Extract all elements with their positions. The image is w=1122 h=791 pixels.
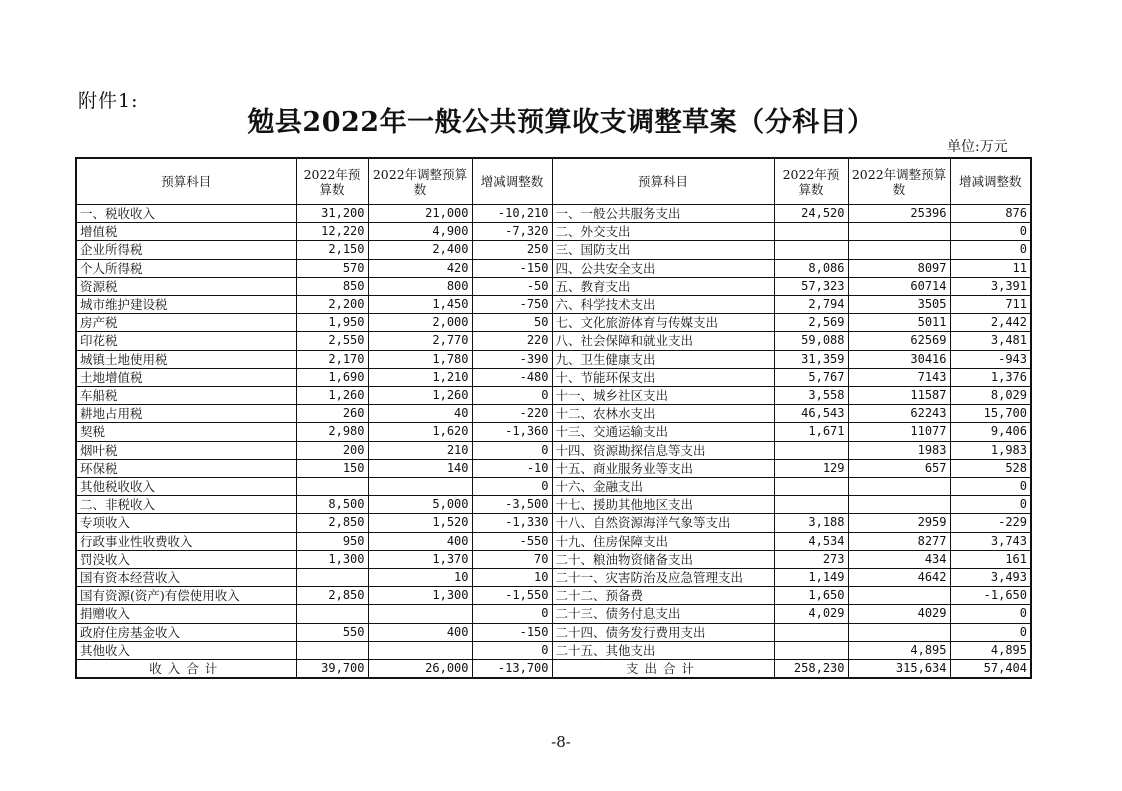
- income-adjusted-cell: 400: [368, 623, 472, 641]
- table-row: [76, 296, 1031, 314]
- income-budget-cell: [296, 641, 368, 659]
- expense-adjusted-cell: 3505: [848, 296, 950, 314]
- expense-subject-cell: 七、文化旅游体育与传媒支出: [552, 314, 774, 332]
- income-subject-cell: 个人所得税: [76, 259, 296, 277]
- expense-subject-cell: 十二、农林水支出: [552, 405, 774, 423]
- header-income-subject: 预算科目: [76, 158, 296, 205]
- income-change-cell: 0: [472, 478, 552, 496]
- income-adjusted-cell: 1,520: [368, 514, 472, 532]
- income-budget-cell: 2,850: [296, 514, 368, 532]
- income-budget-cell: 150: [296, 459, 368, 477]
- table-row: [76, 587, 1031, 605]
- income-total-adjusted: 26,000: [368, 660, 472, 679]
- expense-budget-cell: 129: [774, 459, 848, 477]
- expense-change-cell: 0: [950, 496, 1031, 514]
- table-row: [76, 241, 1031, 259]
- expense-budget-cell: 1,671: [774, 423, 848, 441]
- expense-adjusted-cell: 657: [848, 459, 950, 477]
- table-row: [76, 514, 1031, 532]
- expense-adjusted-cell: 60714: [848, 277, 950, 295]
- income-budget-cell: 850: [296, 277, 368, 295]
- income-change-cell: -1,360: [472, 423, 552, 441]
- expense-subject-cell: 二十一、灾害防治及应急管理支出: [552, 569, 774, 587]
- expense-adjusted-cell: [848, 587, 950, 605]
- income-adjusted-cell: 2,770: [368, 332, 472, 350]
- header-expense-change: 增减调整数: [950, 158, 1031, 205]
- income-adjusted-cell: [368, 478, 472, 496]
- table-row: [76, 623, 1031, 641]
- income-subject-cell: 其他收入: [76, 641, 296, 659]
- expense-change-cell: 1,376: [950, 368, 1031, 386]
- document-title: 勉县2022年一般公共预算收支调整草案（分科目）: [247, 107, 875, 138]
- expense-change-cell: 1,983: [950, 441, 1031, 459]
- income-change-cell: 50: [472, 314, 552, 332]
- income-adjusted-cell: 10: [368, 569, 472, 587]
- table-row: [76, 259, 1031, 277]
- income-adjusted-cell: [368, 605, 472, 623]
- expense-adjusted-cell: 4029: [848, 605, 950, 623]
- income-budget-cell: 8,500: [296, 496, 368, 514]
- income-adjusted-cell: 1,260: [368, 387, 472, 405]
- expense-budget-cell: 2,569: [774, 314, 848, 332]
- budget-table: [75, 157, 1032, 679]
- expense-budget-cell: 24,520: [774, 205, 848, 223]
- expense-adjusted-cell: [848, 623, 950, 641]
- expense-change-cell: 3,481: [950, 332, 1031, 350]
- expense-subject-cell: 九、卫生健康支出: [552, 350, 774, 368]
- income-subject-cell: 资源税: [76, 277, 296, 295]
- income-budget-cell: 1,950: [296, 314, 368, 332]
- income-subject-cell: 城市维护建设税: [76, 296, 296, 314]
- income-adjusted-cell: [368, 641, 472, 659]
- income-subject-cell: 环保税: [76, 459, 296, 477]
- expense-change-cell: 3,743: [950, 532, 1031, 550]
- income-budget-cell: [296, 478, 368, 496]
- table-row: [76, 405, 1031, 423]
- attachment-label: 附件1:: [78, 90, 139, 112]
- expense-subject-cell: 二十三、债务付息支出: [552, 605, 774, 623]
- expense-adjusted-cell: 30416: [848, 350, 950, 368]
- income-adjusted-cell: 140: [368, 459, 472, 477]
- expense-change-cell: -229: [950, 514, 1031, 532]
- expense-budget-cell: 4,534: [774, 532, 848, 550]
- expense-adjusted-cell: [848, 241, 950, 259]
- income-adjusted-cell: 4,900: [368, 223, 472, 241]
- table-header-row: [76, 158, 1031, 205]
- income-subject-cell: 专项收入: [76, 514, 296, 532]
- income-change-cell: -550: [472, 532, 552, 550]
- income-change-cell: -480: [472, 368, 552, 386]
- income-change-cell: -1,330: [472, 514, 552, 532]
- expense-adjusted-cell: 1983: [848, 441, 950, 459]
- expense-change-cell: 8,029: [950, 387, 1031, 405]
- income-adjusted-cell: 400: [368, 532, 472, 550]
- table-row: [76, 423, 1031, 441]
- income-subject-cell: 契税: [76, 423, 296, 441]
- expense-adjusted-cell: 8277: [848, 532, 950, 550]
- income-total-label: 收入合计: [76, 660, 296, 679]
- income-subject-cell: 烟叶税: [76, 441, 296, 459]
- income-change-cell: -220: [472, 405, 552, 423]
- income-budget-cell: [296, 605, 368, 623]
- income-subject-cell: 国有资源(资产)有偿使用收入: [76, 587, 296, 605]
- income-change-cell: 0: [472, 441, 552, 459]
- income-budget-cell: 1,300: [296, 550, 368, 568]
- expense-subject-cell: 十一、城乡社区支出: [552, 387, 774, 405]
- expense-change-cell: 0: [950, 478, 1031, 496]
- expense-adjusted-cell: 5011: [848, 314, 950, 332]
- table-row: [76, 550, 1031, 568]
- income-change-cell: -10: [472, 459, 552, 477]
- income-change-cell: -750: [472, 296, 552, 314]
- income-change-cell: -10,210: [472, 205, 552, 223]
- expense-change-cell: 528: [950, 459, 1031, 477]
- income-subject-cell: 增值税: [76, 223, 296, 241]
- header-income-change: 增减调整数: [472, 158, 552, 205]
- table-row: [76, 641, 1031, 659]
- income-subject-cell: 政府住房基金收入: [76, 623, 296, 641]
- header-income-adjusted: 2022年调整预算数: [368, 158, 472, 205]
- expense-budget-cell: 46,543: [774, 405, 848, 423]
- income-subject-cell: 房产税: [76, 314, 296, 332]
- expense-budget-cell: [774, 623, 848, 641]
- expense-budget-cell: 3,558: [774, 387, 848, 405]
- income-budget-cell: 2,850: [296, 587, 368, 605]
- expense-change-cell: -943: [950, 350, 1031, 368]
- table-row: [76, 205, 1031, 223]
- header-expense-adjusted: 2022年调整预算数: [848, 158, 950, 205]
- income-adjusted-cell: 1,300: [368, 587, 472, 605]
- expense-change-cell: 2,442: [950, 314, 1031, 332]
- income-adjusted-cell: 1,620: [368, 423, 472, 441]
- income-budget-cell: 950: [296, 532, 368, 550]
- income-change-cell: -150: [472, 623, 552, 641]
- income-change-cell: -50: [472, 277, 552, 295]
- expense-adjusted-cell: 4642: [848, 569, 950, 587]
- header-expense-subject: 预算科目: [552, 158, 774, 205]
- income-adjusted-cell: 800: [368, 277, 472, 295]
- expense-subject-cell: 二、外交支出: [552, 223, 774, 241]
- income-subject-cell: 国有资本经营收入: [76, 569, 296, 587]
- table-row: [76, 496, 1031, 514]
- income-adjusted-cell: 5,000: [368, 496, 472, 514]
- expense-total-adjusted: 315,634: [848, 660, 950, 679]
- unit-label: 单位:万元: [947, 139, 1008, 155]
- expense-budget-cell: [774, 223, 848, 241]
- table-row: [76, 478, 1031, 496]
- expense-budget-cell: [774, 441, 848, 459]
- table-row: [76, 223, 1031, 241]
- expense-subject-cell: 十九、住房保障支出: [552, 532, 774, 550]
- income-adjusted-cell: 420: [368, 259, 472, 277]
- income-budget-cell: 550: [296, 623, 368, 641]
- income-subject-cell: 城镇土地使用税: [76, 350, 296, 368]
- expense-adjusted-cell: 11587: [848, 387, 950, 405]
- table-row: [76, 605, 1031, 623]
- expense-budget-cell: 8,086: [774, 259, 848, 277]
- expense-budget-cell: 4,029: [774, 605, 848, 623]
- expense-budget-cell: 31,359: [774, 350, 848, 368]
- expense-change-cell: 4,895: [950, 641, 1031, 659]
- expense-change-cell: 876: [950, 205, 1031, 223]
- expense-subject-cell: 十五、商业服务业等支出: [552, 459, 774, 477]
- income-adjusted-cell: 40: [368, 405, 472, 423]
- header-income-budget: 2022年预算数: [296, 158, 368, 205]
- income-change-cell: 250: [472, 241, 552, 259]
- income-subject-cell: 其他税收收入: [76, 478, 296, 496]
- table-row: [76, 350, 1031, 368]
- income-adjusted-cell: 1,780: [368, 350, 472, 368]
- income-budget-cell: 2,170: [296, 350, 368, 368]
- income-budget-cell: 2,550: [296, 332, 368, 350]
- expense-adjusted-cell: [848, 496, 950, 514]
- expense-subject-cell: 十三、交通运输支出: [552, 423, 774, 441]
- income-budget-cell: 1,260: [296, 387, 368, 405]
- expense-subject-cell: 八、社会保障和就业支出: [552, 332, 774, 350]
- expense-budget-cell: 59,088: [774, 332, 848, 350]
- income-budget-cell: 200: [296, 441, 368, 459]
- expense-change-cell: -1,650: [950, 587, 1031, 605]
- expense-subject-cell: 五、教育支出: [552, 277, 774, 295]
- income-budget-cell: 31,200: [296, 205, 368, 223]
- income-change-cell: -7,320: [472, 223, 552, 241]
- expense-adjusted-cell: 25396: [848, 205, 950, 223]
- expense-adjusted-cell: 2959: [848, 514, 950, 532]
- income-change-cell: 70: [472, 550, 552, 568]
- income-adjusted-cell: 2,000: [368, 314, 472, 332]
- income-budget-cell: 2,200: [296, 296, 368, 314]
- expense-budget-cell: 2,794: [774, 296, 848, 314]
- expense-subject-cell: 二十五、其他支出: [552, 641, 774, 659]
- income-budget-cell: 570: [296, 259, 368, 277]
- income-subject-cell: 罚没收入: [76, 550, 296, 568]
- expense-subject-cell: 三、国防支出: [552, 241, 774, 259]
- expense-budget-cell: [774, 496, 848, 514]
- expense-budget-cell: [774, 641, 848, 659]
- income-subject-cell: 一、税收收入: [76, 205, 296, 223]
- expense-total-change: 57,404: [950, 660, 1031, 679]
- expense-budget-cell: 5,767: [774, 368, 848, 386]
- header-expense-budget: 2022年预算数: [774, 158, 848, 205]
- expense-budget-cell: 3,188: [774, 514, 848, 532]
- expense-change-cell: 0: [950, 623, 1031, 641]
- expense-total-budget: 258,230: [774, 660, 848, 679]
- income-total-change: -13,700: [472, 660, 552, 679]
- expense-budget-cell: 1,650: [774, 587, 848, 605]
- total-row: [76, 660, 1031, 679]
- table-row: [76, 387, 1031, 405]
- income-change-cell: -150: [472, 259, 552, 277]
- expense-change-cell: 15,700: [950, 405, 1031, 423]
- expense-budget-cell: [774, 241, 848, 259]
- expense-change-cell: 711: [950, 296, 1031, 314]
- table-row: [76, 368, 1031, 386]
- income-budget-cell: 12,220: [296, 223, 368, 241]
- income-change-cell: 0: [472, 387, 552, 405]
- table-row: [76, 441, 1031, 459]
- expense-subject-cell: 十八、自然资源海洋气象等支出: [552, 514, 774, 532]
- income-subject-cell: 土地增值税: [76, 368, 296, 386]
- expense-change-cell: 0: [950, 223, 1031, 241]
- expense-subject-cell: 二十二、预备费: [552, 587, 774, 605]
- expense-change-cell: 3,391: [950, 277, 1031, 295]
- income-adjusted-cell: 1,450: [368, 296, 472, 314]
- income-change-cell: -390: [472, 350, 552, 368]
- income-total-budget: 39,700: [296, 660, 368, 679]
- table-row: [76, 277, 1031, 295]
- expense-change-cell: 3,493: [950, 569, 1031, 587]
- expense-budget-cell: 273: [774, 550, 848, 568]
- expense-subject-cell: 十六、金融支出: [552, 478, 774, 496]
- expense-adjusted-cell: 434: [848, 550, 950, 568]
- expense-change-cell: 9,406: [950, 423, 1031, 441]
- income-budget-cell: 2,980: [296, 423, 368, 441]
- income-subject-cell: 企业所得税: [76, 241, 296, 259]
- income-adjusted-cell: 2,400: [368, 241, 472, 259]
- income-budget-cell: [296, 569, 368, 587]
- expense-adjusted-cell: [848, 478, 950, 496]
- expense-change-cell: 0: [950, 241, 1031, 259]
- income-change-cell: 0: [472, 605, 552, 623]
- income-change-cell: 10: [472, 569, 552, 587]
- expense-subject-cell: 六、科学技术支出: [552, 296, 774, 314]
- expense-adjusted-cell: 8097: [848, 259, 950, 277]
- expense-subject-cell: 四、公共安全支出: [552, 259, 774, 277]
- income-budget-cell: 2,150: [296, 241, 368, 259]
- income-subject-cell: 二、非税收入: [76, 496, 296, 514]
- income-adjusted-cell: 210: [368, 441, 472, 459]
- expense-change-cell: 161: [950, 550, 1031, 568]
- income-subject-cell: 耕地占用税: [76, 405, 296, 423]
- income-adjusted-cell: 1,210: [368, 368, 472, 386]
- income-adjusted-cell: 21,000: [368, 205, 472, 223]
- income-change-cell: 0: [472, 641, 552, 659]
- income-subject-cell: 印花税: [76, 332, 296, 350]
- income-subject-cell: 车船税: [76, 387, 296, 405]
- expense-adjusted-cell: 62569: [848, 332, 950, 350]
- income-budget-cell: 260: [296, 405, 368, 423]
- expense-subject-cell: 二十、粮油物资储备支出: [552, 550, 774, 568]
- expense-adjusted-cell: 4,895: [848, 641, 950, 659]
- expense-subject-cell: 一、一般公共服务支出: [552, 205, 774, 223]
- income-subject-cell: 行政事业性收费收入: [76, 532, 296, 550]
- income-subject-cell: 捐赠收入: [76, 605, 296, 623]
- income-budget-cell: 1,690: [296, 368, 368, 386]
- expense-change-cell: 0: [950, 605, 1031, 623]
- expense-subject-cell: 十四、资源勘探信息等支出: [552, 441, 774, 459]
- expense-budget-cell: 1,149: [774, 569, 848, 587]
- expense-change-cell: 11: [950, 259, 1031, 277]
- income-change-cell: -3,500: [472, 496, 552, 514]
- expense-adjusted-cell: 11077: [848, 423, 950, 441]
- expense-total-label: 支出合计: [552, 660, 774, 679]
- table-row: [76, 532, 1031, 550]
- expense-budget-cell: 57,323: [774, 277, 848, 295]
- income-change-cell: -1,550: [472, 587, 552, 605]
- table-row: [76, 332, 1031, 350]
- expense-subject-cell: 十、节能环保支出: [552, 368, 774, 386]
- expense-subject-cell: 十七、援助其他地区支出: [552, 496, 774, 514]
- expense-adjusted-cell: [848, 223, 950, 241]
- expense-adjusted-cell: 62243: [848, 405, 950, 423]
- income-change-cell: 220: [472, 332, 552, 350]
- page-number: -8-: [551, 733, 571, 751]
- table-row: [76, 459, 1031, 477]
- expense-budget-cell: [774, 478, 848, 496]
- table-row: [76, 569, 1031, 587]
- expense-subject-cell: 二十四、债务发行费用支出: [552, 623, 774, 641]
- expense-adjusted-cell: 7143: [848, 368, 950, 386]
- income-adjusted-cell: 1,370: [368, 550, 472, 568]
- table-row: [76, 314, 1031, 332]
